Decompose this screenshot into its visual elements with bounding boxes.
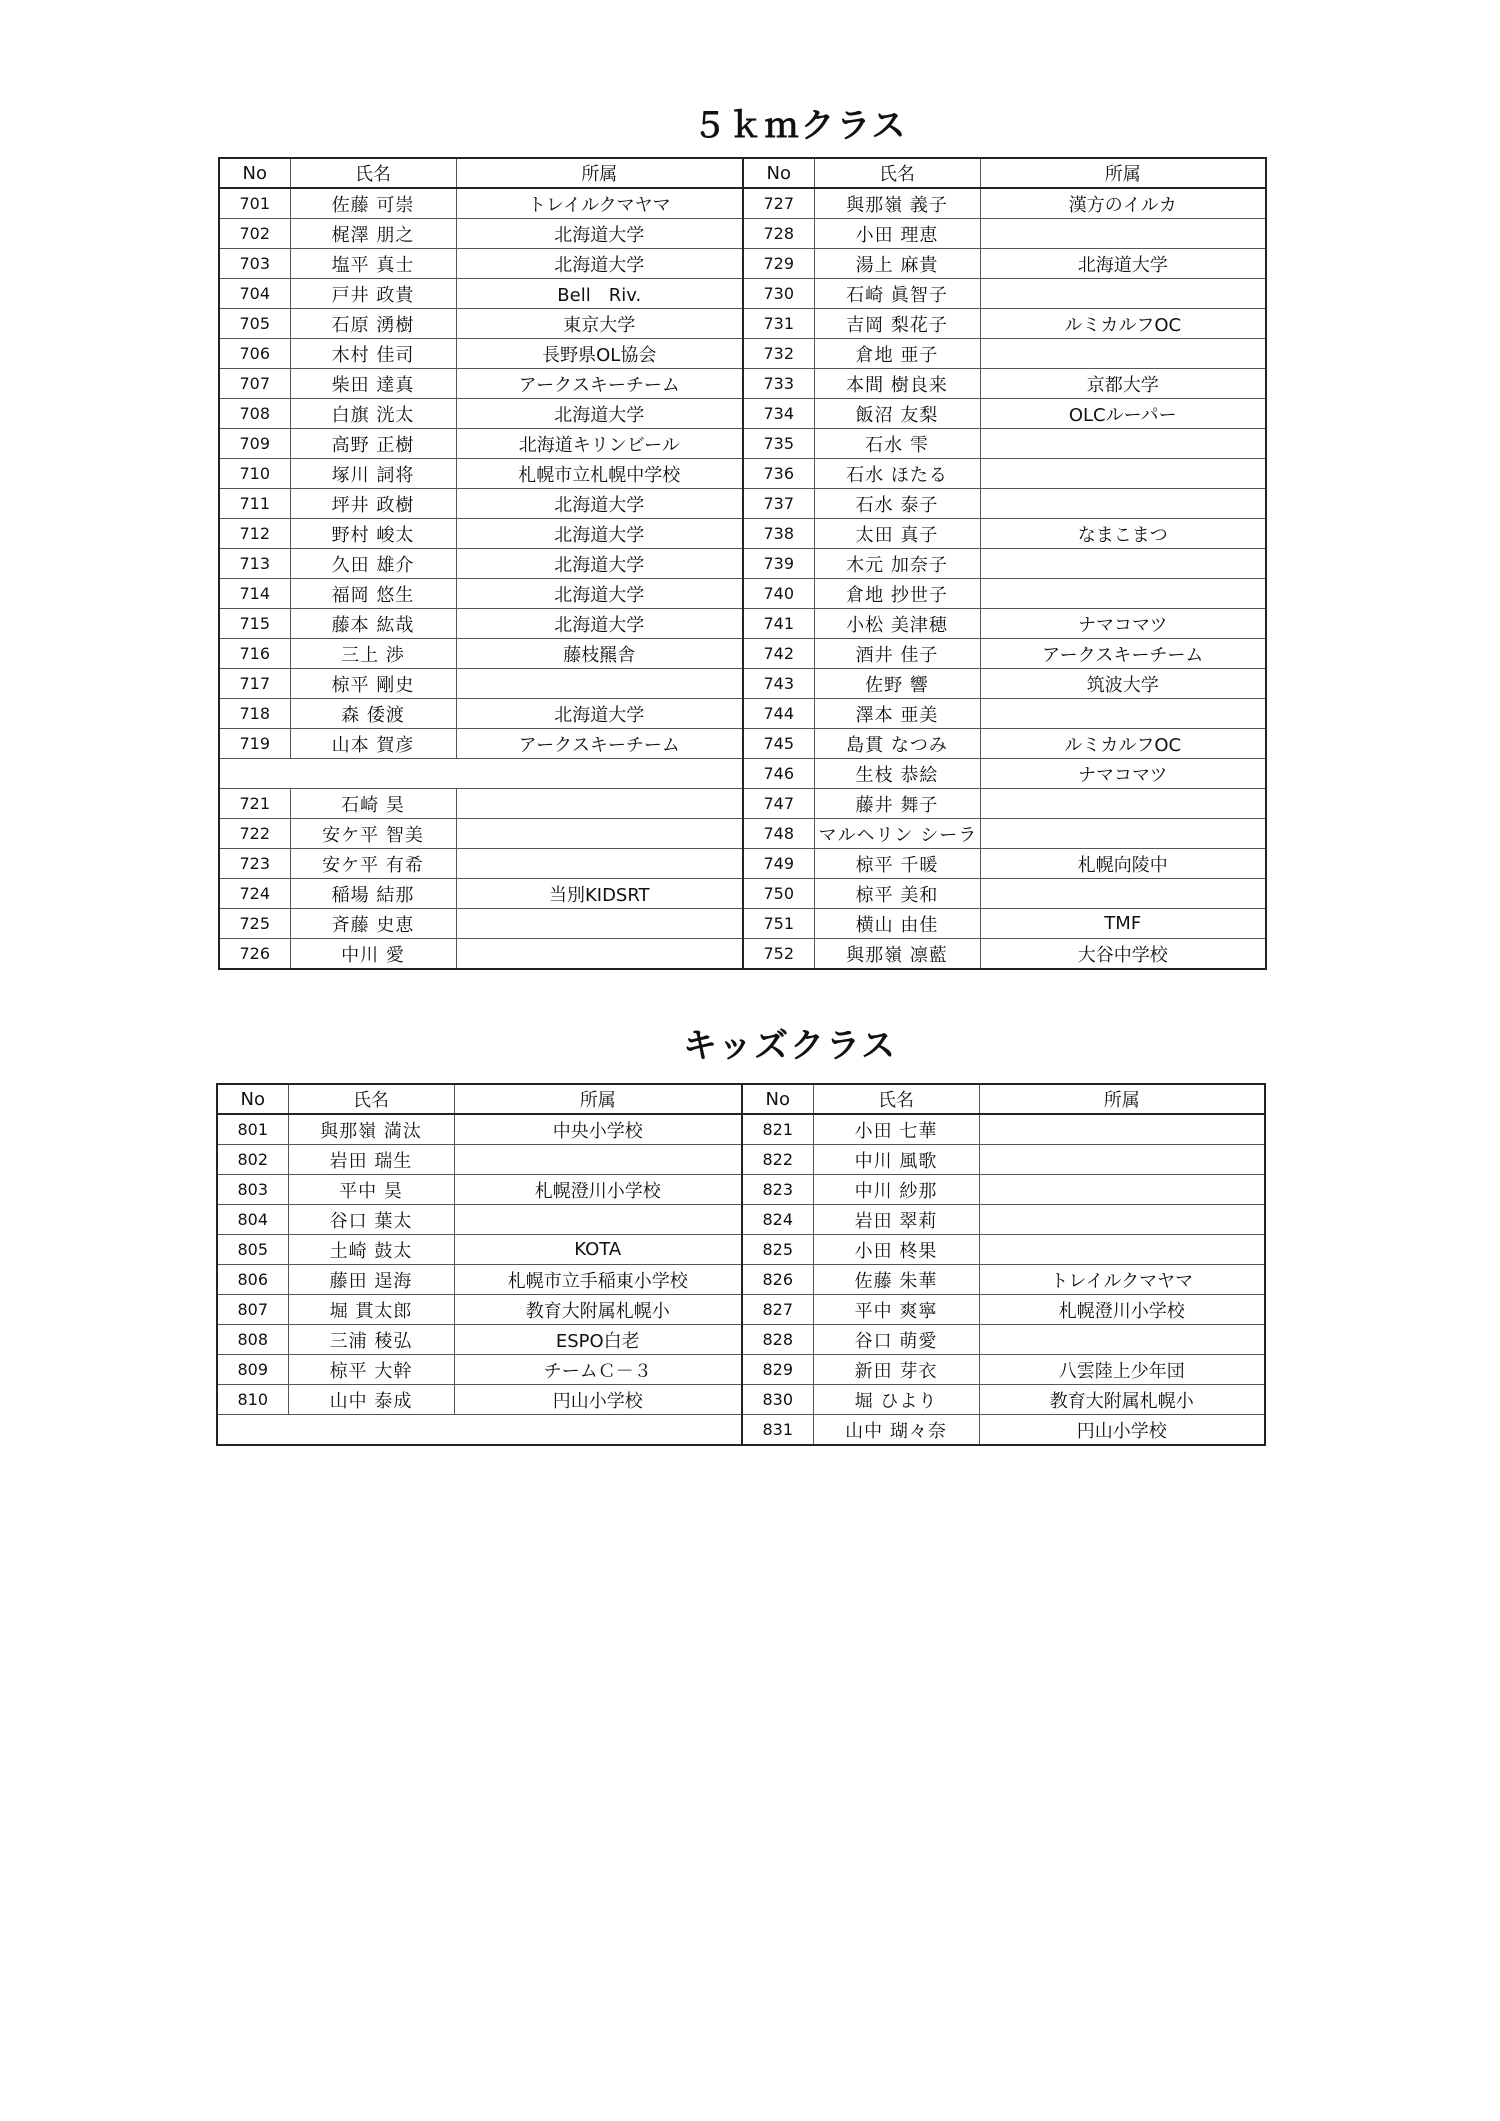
entry-number: 726 bbox=[219, 939, 290, 970]
entry-number: 749 bbox=[743, 849, 814, 879]
entry-name: 小田 七華 bbox=[813, 1114, 979, 1145]
entry-number: 823 bbox=[742, 1175, 813, 1205]
entry-name: 谷口 萌愛 bbox=[813, 1325, 979, 1355]
entry-affiliation: ESPO白老 bbox=[454, 1325, 742, 1355]
entry-affiliation: 札幌市立札幌中学校 bbox=[456, 459, 743, 489]
entry-name: 石原 湧樹 bbox=[290, 309, 456, 339]
entry-number: 739 bbox=[743, 549, 814, 579]
entry-number: 747 bbox=[743, 789, 814, 819]
entry-number: 807 bbox=[217, 1295, 288, 1325]
table-row bbox=[217, 1235, 1265, 1265]
entry-affiliation: KOTA bbox=[454, 1235, 742, 1265]
entry-number: 745 bbox=[743, 729, 814, 759]
entry-name: 佐藤 可崇 bbox=[290, 188, 456, 219]
entry-name: 山中 瑚々奈 bbox=[813, 1415, 979, 1446]
entry-affiliation bbox=[456, 789, 743, 819]
entry-affiliation: 北海道大学 bbox=[980, 249, 1266, 279]
entry-affiliation bbox=[979, 1145, 1265, 1175]
entry-name: 梶澤 朋之 bbox=[290, 219, 456, 249]
entry-affiliation: 教育大附属札幌小 bbox=[979, 1385, 1265, 1415]
entry-name: 藤本 紘哉 bbox=[290, 609, 456, 639]
section-title-5km: ５ｋｍクラス bbox=[692, 106, 908, 146]
entry-name: 高野 正樹 bbox=[290, 429, 456, 459]
entry-affiliation: 札幌澄川小学校 bbox=[979, 1295, 1265, 1325]
entry-affiliation: 漢方のイルカ bbox=[980, 188, 1266, 219]
entry-name: 三浦 稜弘 bbox=[288, 1325, 454, 1355]
section-title-kids: キッズクラス bbox=[682, 1026, 898, 1066]
entry-name: 與那嶺 義子 bbox=[814, 188, 980, 219]
entry-name: 小松 美津穂 bbox=[814, 609, 980, 639]
entry-number: 746 bbox=[743, 759, 814, 789]
entry-affiliation bbox=[454, 1205, 742, 1235]
entry-name: 山本 賀彦 bbox=[290, 729, 456, 759]
entry-affiliation bbox=[979, 1325, 1265, 1355]
entry-number: 751 bbox=[743, 909, 814, 939]
entry-name: 三上 渉 bbox=[290, 639, 456, 669]
entry-name: 與那嶺 満汰 bbox=[288, 1114, 454, 1145]
table-row bbox=[219, 699, 1266, 729]
entry-name: 石崎 昊 bbox=[290, 789, 456, 819]
entry-affiliation bbox=[980, 489, 1266, 519]
entry-name: 塚川 詞将 bbox=[290, 459, 456, 489]
entry-affiliation bbox=[979, 1114, 1265, 1145]
entry-name: 吉岡 梨花子 bbox=[814, 309, 980, 339]
table-row bbox=[219, 669, 1266, 699]
entry-number: 724 bbox=[219, 879, 290, 909]
entry-name: 湯上 麻貴 bbox=[814, 249, 980, 279]
header-name: 氏名 bbox=[290, 158, 456, 188]
entry-affiliation: 北海道大学 bbox=[456, 579, 743, 609]
entry-number: 752 bbox=[743, 939, 814, 970]
entry-number: 727 bbox=[743, 188, 814, 219]
entry-affiliation: 札幌澄川小学校 bbox=[454, 1175, 742, 1205]
entry-affiliation: 北海道大学 bbox=[456, 519, 743, 549]
entry-affiliation: 円山小学校 bbox=[979, 1415, 1265, 1446]
entry-affiliation: 長野県OL協会 bbox=[456, 339, 743, 369]
empty-cell bbox=[217, 1415, 742, 1446]
entry-name: 石水 泰子 bbox=[814, 489, 980, 519]
entry-affiliation: OLCルーパー bbox=[980, 399, 1266, 429]
entry-name: 岩田 瑞生 bbox=[288, 1145, 454, 1175]
entry-affiliation: 北海道大学 bbox=[456, 249, 743, 279]
entry-name: 野村 峻太 bbox=[290, 519, 456, 549]
entry-name: 中川 風歌 bbox=[813, 1145, 979, 1175]
roster-table-5km bbox=[218, 157, 1267, 970]
entry-name: 倉地 抄世子 bbox=[814, 579, 980, 609]
entry-number: 748 bbox=[743, 819, 814, 849]
entry-name: 木元 加奈子 bbox=[814, 549, 980, 579]
header-no: No bbox=[742, 1084, 813, 1114]
entry-name: 椋平 剛史 bbox=[290, 669, 456, 699]
entry-number: 802 bbox=[217, 1145, 288, 1175]
entry-number: 826 bbox=[742, 1265, 813, 1295]
entry-number: 742 bbox=[743, 639, 814, 669]
entry-number: 822 bbox=[742, 1145, 813, 1175]
entry-number: 707 bbox=[219, 369, 290, 399]
table-row bbox=[217, 1355, 1265, 1385]
entry-name: 安ケ平 有希 bbox=[290, 849, 456, 879]
entry-affiliation: 藤枝羆舎 bbox=[456, 639, 743, 669]
entry-number: 728 bbox=[743, 219, 814, 249]
table-row bbox=[219, 399, 1266, 429]
entry-number: 713 bbox=[219, 549, 290, 579]
entry-number: 738 bbox=[743, 519, 814, 549]
entry-affiliation bbox=[979, 1235, 1265, 1265]
entry-affiliation: ナマコマツ bbox=[980, 759, 1266, 789]
table-row bbox=[217, 1114, 1265, 1145]
entry-number: 824 bbox=[742, 1205, 813, 1235]
entry-number: 809 bbox=[217, 1355, 288, 1385]
entry-number: 825 bbox=[742, 1235, 813, 1265]
table-row bbox=[217, 1145, 1265, 1175]
entry-number: 744 bbox=[743, 699, 814, 729]
entry-name: 倉地 亜子 bbox=[814, 339, 980, 369]
table-header-row bbox=[219, 158, 1266, 188]
entry-number: 718 bbox=[219, 699, 290, 729]
entry-name: 坪井 政樹 bbox=[290, 489, 456, 519]
table-row bbox=[219, 579, 1266, 609]
entry-name: 石水 ほたる bbox=[814, 459, 980, 489]
table-row bbox=[219, 759, 1266, 789]
entry-affiliation: 北海道大学 bbox=[456, 219, 743, 249]
header-affiliation: 所属 bbox=[980, 158, 1266, 188]
entry-number: 731 bbox=[743, 309, 814, 339]
entry-name: 久田 雄介 bbox=[290, 549, 456, 579]
entry-number: 714 bbox=[219, 579, 290, 609]
table-row bbox=[217, 1295, 1265, 1325]
header-no: No bbox=[743, 158, 814, 188]
entry-name: 佐野 響 bbox=[814, 669, 980, 699]
entry-name: 藤田 逞海 bbox=[288, 1265, 454, 1295]
table-row bbox=[219, 729, 1266, 759]
entry-name: 森 倭渡 bbox=[290, 699, 456, 729]
entry-affiliation bbox=[456, 939, 743, 970]
table-row bbox=[217, 1205, 1265, 1235]
entry-affiliation: 北海道大学 bbox=[456, 399, 743, 429]
entry-name: 石水 雫 bbox=[814, 429, 980, 459]
entry-affiliation: 北海道大学 bbox=[456, 609, 743, 639]
table-row bbox=[217, 1175, 1265, 1205]
header-affiliation: 所属 bbox=[979, 1084, 1265, 1114]
header-affiliation: 所属 bbox=[456, 158, 743, 188]
entry-number: 828 bbox=[742, 1325, 813, 1355]
entry-name: マルヘリン シーラ bbox=[814, 819, 980, 849]
entry-number: 803 bbox=[217, 1175, 288, 1205]
entry-name: 椋平 千暖 bbox=[814, 849, 980, 879]
entry-name: 木村 佳司 bbox=[290, 339, 456, 369]
entry-name: 福岡 悠生 bbox=[290, 579, 456, 609]
entry-affiliation bbox=[980, 219, 1266, 249]
entry-number: 733 bbox=[743, 369, 814, 399]
entry-name: 本間 樹良来 bbox=[814, 369, 980, 399]
entry-affiliation: 教育大附属札幌小 bbox=[454, 1295, 742, 1325]
entry-number: 821 bbox=[742, 1114, 813, 1145]
table-row bbox=[219, 549, 1266, 579]
entry-number: 722 bbox=[219, 819, 290, 849]
entry-affiliation: Bell Riv. bbox=[456, 279, 743, 309]
entry-number: 750 bbox=[743, 879, 814, 909]
entry-affiliation: 札幌向陵中 bbox=[980, 849, 1266, 879]
entry-affiliation: 北海道大学 bbox=[456, 489, 743, 519]
header-name: 氏名 bbox=[288, 1084, 454, 1114]
entry-affiliation: 大谷中学校 bbox=[980, 939, 1266, 970]
entry-affiliation: ナマコマツ bbox=[980, 609, 1266, 639]
entry-number: 741 bbox=[743, 609, 814, 639]
entry-name: 中川 愛 bbox=[290, 939, 456, 970]
entry-affiliation: トレイルクマヤマ bbox=[979, 1265, 1265, 1295]
entry-name: 平中 爽寧 bbox=[813, 1295, 979, 1325]
entry-name: 椋平 美和 bbox=[814, 879, 980, 909]
entry-affiliation: 筑波大学 bbox=[980, 669, 1266, 699]
entry-number: 730 bbox=[743, 279, 814, 309]
entry-number: 735 bbox=[743, 429, 814, 459]
entry-name: 佐藤 朱華 bbox=[813, 1265, 979, 1295]
table-row bbox=[219, 789, 1266, 819]
entry-name: 澤本 亜美 bbox=[814, 699, 980, 729]
entry-name: 中川 紗那 bbox=[813, 1175, 979, 1205]
empty-cell bbox=[219, 759, 743, 789]
entry-affiliation: ルミカルフOC bbox=[980, 309, 1266, 339]
entry-name: 安ケ平 智美 bbox=[290, 819, 456, 849]
entry-name: 柴田 達真 bbox=[290, 369, 456, 399]
entry-number: 725 bbox=[219, 909, 290, 939]
entry-number: 810 bbox=[217, 1385, 288, 1415]
entry-affiliation: TMF bbox=[980, 909, 1266, 939]
entry-affiliation bbox=[980, 459, 1266, 489]
table-row bbox=[219, 849, 1266, 879]
table-row bbox=[219, 188, 1266, 219]
entry-affiliation bbox=[980, 879, 1266, 909]
table-row bbox=[217, 1325, 1265, 1355]
table-row bbox=[219, 489, 1266, 519]
entry-number: 804 bbox=[217, 1205, 288, 1235]
entry-name: 斉藤 史恵 bbox=[290, 909, 456, 939]
entry-number: 736 bbox=[743, 459, 814, 489]
table-header-row bbox=[217, 1084, 1265, 1114]
entry-number: 710 bbox=[219, 459, 290, 489]
table-row bbox=[219, 429, 1266, 459]
entry-number: 830 bbox=[742, 1385, 813, 1415]
entry-number: 831 bbox=[742, 1415, 813, 1446]
entry-name: 平中 昊 bbox=[288, 1175, 454, 1205]
entry-name: 小田 柊果 bbox=[813, 1235, 979, 1265]
table-row bbox=[219, 819, 1266, 849]
entry-name: 稲場 結那 bbox=[290, 879, 456, 909]
entry-affiliation: 中央小学校 bbox=[454, 1114, 742, 1145]
entry-number: 808 bbox=[217, 1325, 288, 1355]
entry-number: 701 bbox=[219, 188, 290, 219]
table-row bbox=[217, 1415, 1265, 1446]
entry-affiliation bbox=[980, 699, 1266, 729]
entry-affiliation: 東京大学 bbox=[456, 309, 743, 339]
entry-name: 横山 由佳 bbox=[814, 909, 980, 939]
entry-name: 酒井 佳子 bbox=[814, 639, 980, 669]
entry-number: 801 bbox=[217, 1114, 288, 1145]
header-name: 氏名 bbox=[814, 158, 980, 188]
entry-affiliation bbox=[980, 549, 1266, 579]
entry-name: 與那嶺 凛藍 bbox=[814, 939, 980, 970]
entry-number: 716 bbox=[219, 639, 290, 669]
entry-number: 703 bbox=[219, 249, 290, 279]
entry-affiliation: ルミカルフOC bbox=[980, 729, 1266, 759]
table-row bbox=[219, 939, 1266, 970]
header-no: No bbox=[217, 1084, 288, 1114]
entry-name: 土崎 鼓太 bbox=[288, 1235, 454, 1265]
entry-affiliation bbox=[456, 909, 743, 939]
entry-name: 戸井 政貴 bbox=[290, 279, 456, 309]
entry-affiliation bbox=[980, 579, 1266, 609]
entry-affiliation: アークスキーチーム bbox=[456, 369, 743, 399]
entry-number: 806 bbox=[217, 1265, 288, 1295]
entry-name: 山中 泰成 bbox=[288, 1385, 454, 1415]
entry-number: 743 bbox=[743, 669, 814, 699]
entry-number: 723 bbox=[219, 849, 290, 879]
entry-number: 729 bbox=[743, 249, 814, 279]
entry-affiliation: アークスキーチーム bbox=[456, 729, 743, 759]
entry-affiliation bbox=[456, 819, 743, 849]
entry-affiliation bbox=[980, 789, 1266, 819]
entry-affiliation: 北海道キリンビール bbox=[456, 429, 743, 459]
table-row bbox=[219, 219, 1266, 249]
entry-number: 711 bbox=[219, 489, 290, 519]
entry-affiliation: 北海道大学 bbox=[456, 699, 743, 729]
entry-name: 飯沼 友梨 bbox=[814, 399, 980, 429]
entry-affiliation: トレイルクマヤマ bbox=[456, 188, 743, 219]
header-affiliation: 所属 bbox=[454, 1084, 742, 1114]
table-row bbox=[219, 249, 1266, 279]
entry-number: 829 bbox=[742, 1355, 813, 1385]
entry-number: 805 bbox=[217, 1235, 288, 1265]
entry-name: 堀 ひより bbox=[813, 1385, 979, 1415]
table-row bbox=[219, 459, 1266, 489]
entry-name: 谷口 葉太 bbox=[288, 1205, 454, 1235]
entry-affiliation bbox=[980, 279, 1266, 309]
entry-affiliation: 札幌市立手稲東小学校 bbox=[454, 1265, 742, 1295]
entry-number: 717 bbox=[219, 669, 290, 699]
entry-name: 島貫 なつみ bbox=[814, 729, 980, 759]
entry-number: 708 bbox=[219, 399, 290, 429]
entry-affiliation bbox=[979, 1205, 1265, 1235]
entry-number: 706 bbox=[219, 339, 290, 369]
entry-name: 塩平 真士 bbox=[290, 249, 456, 279]
entry-affiliation: 京都大学 bbox=[980, 369, 1266, 399]
entry-number: 732 bbox=[743, 339, 814, 369]
entry-affiliation: 八雲陸上少年団 bbox=[979, 1355, 1265, 1385]
table-row bbox=[219, 519, 1266, 549]
entry-affiliation bbox=[980, 429, 1266, 459]
entry-name: 椋平 大幹 bbox=[288, 1355, 454, 1385]
table-row bbox=[219, 639, 1266, 669]
table-row bbox=[217, 1385, 1265, 1415]
entry-affiliation: なまこまつ bbox=[980, 519, 1266, 549]
header-no: No bbox=[219, 158, 290, 188]
entry-affiliation bbox=[454, 1145, 742, 1175]
header-name: 氏名 bbox=[813, 1084, 979, 1114]
entry-name: 堀 貫太郎 bbox=[288, 1295, 454, 1325]
entry-name: 藤井 舞子 bbox=[814, 789, 980, 819]
entry-name: 太田 真子 bbox=[814, 519, 980, 549]
entry-affiliation: 円山小学校 bbox=[454, 1385, 742, 1415]
entry-affiliation: 北海道大学 bbox=[456, 549, 743, 579]
entry-affiliation bbox=[456, 849, 743, 879]
entry-number: 715 bbox=[219, 609, 290, 639]
entry-number: 740 bbox=[743, 579, 814, 609]
entry-name: 白旗 洸太 bbox=[290, 399, 456, 429]
entry-affiliation bbox=[980, 339, 1266, 369]
entry-name: 岩田 翠莉 bbox=[813, 1205, 979, 1235]
table-row bbox=[219, 309, 1266, 339]
entry-affiliation bbox=[979, 1175, 1265, 1205]
entry-name: 新田 芽衣 bbox=[813, 1355, 979, 1385]
table-row bbox=[219, 279, 1266, 309]
table-row bbox=[219, 879, 1266, 909]
entry-number: 709 bbox=[219, 429, 290, 459]
entry-affiliation bbox=[980, 819, 1266, 849]
entry-number: 705 bbox=[219, 309, 290, 339]
entry-number: 734 bbox=[743, 399, 814, 429]
entry-number: 712 bbox=[219, 519, 290, 549]
entry-name: 小田 理恵 bbox=[814, 219, 980, 249]
entry-affiliation: アークスキーチーム bbox=[980, 639, 1266, 669]
entry-number: 827 bbox=[742, 1295, 813, 1325]
entry-affiliation: 当別KIDSRT bbox=[456, 879, 743, 909]
entry-number: 719 bbox=[219, 729, 290, 759]
entry-number: 721 bbox=[219, 789, 290, 819]
table-row bbox=[219, 339, 1266, 369]
table-row bbox=[219, 909, 1266, 939]
table-row bbox=[217, 1265, 1265, 1295]
entry-name: 生枝 恭絵 bbox=[814, 759, 980, 789]
roster-table-kids bbox=[216, 1083, 1266, 1446]
entry-affiliation bbox=[456, 669, 743, 699]
entry-number: 702 bbox=[219, 219, 290, 249]
table-row bbox=[219, 369, 1266, 399]
entry-number: 737 bbox=[743, 489, 814, 519]
entry-number: 704 bbox=[219, 279, 290, 309]
entry-name: 石崎 眞智子 bbox=[814, 279, 980, 309]
entry-affiliation: チームＣ－３ bbox=[454, 1355, 742, 1385]
table-row bbox=[219, 609, 1266, 639]
